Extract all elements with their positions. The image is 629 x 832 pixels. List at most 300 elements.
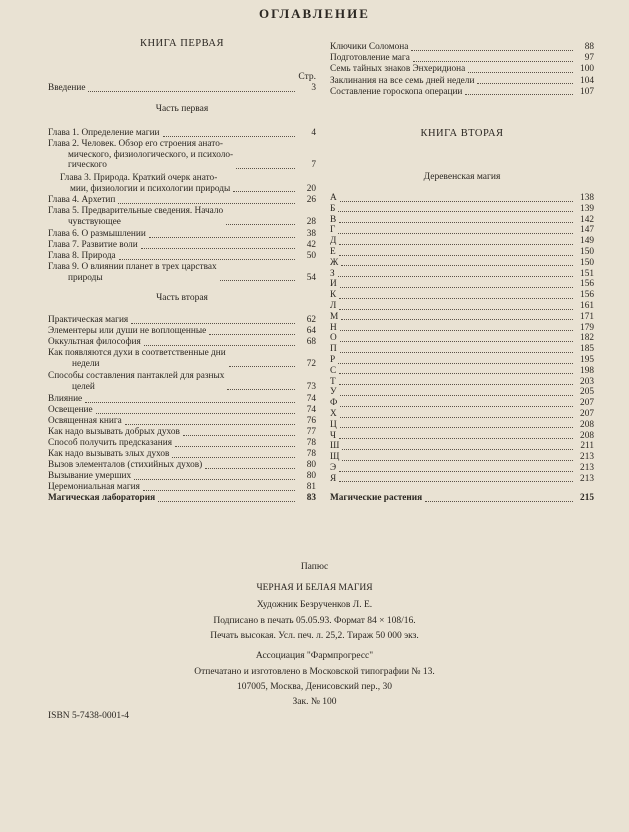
toc-entry-text: В <box>330 214 337 225</box>
toc-entry-label <box>330 204 335 215</box>
toc-entry-label <box>48 139 233 171</box>
toc-entry-text: Семь тайных знаков Энхеридиона <box>330 64 466 75</box>
dot-leader <box>96 413 295 414</box>
toc-entry-line: Как надо вызывать злых духов <box>48 449 170 459</box>
dot-leader <box>227 389 295 390</box>
toc-entry-letter <box>330 463 594 474</box>
toc-entry-line: Как надо вызывать добрых духов <box>48 427 180 437</box>
toc-entry-chapter <box>60 173 316 194</box>
toc-entry-label <box>330 290 336 301</box>
colophon-signed: Подписано в печать 05.05.93. Формат 84 × 108/16. <box>213 616 416 626</box>
toc-entry-text: Подготовление мага <box>330 53 410 64</box>
toc-page-number: 185 <box>580 344 594 355</box>
toc-page-number: 80 <box>306 471 316 481</box>
toc-entry-label <box>330 64 465 75</box>
toc-entry-label <box>330 193 337 204</box>
toc-entry-text: Заклинания на все семь дней недели <box>330 75 475 86</box>
toc-entry-letter <box>330 323 594 334</box>
dot-leader <box>340 417 573 418</box>
toc-entry-line: мии, физиологии и психологии природы <box>70 183 231 194</box>
toc-entry-letter <box>330 377 594 388</box>
toc-entry-label <box>48 315 128 326</box>
toc-entry-text: Введение <box>48 83 86 93</box>
toc-entry-text: Д <box>330 236 337 247</box>
toc-page-number: 38 <box>306 229 316 239</box>
toc-entry-label <box>330 377 336 388</box>
dot-leader <box>411 50 573 51</box>
toc-page-number: 138 <box>580 193 594 203</box>
dot-leader <box>143 490 295 491</box>
toc-entry-line: Оккультная философия <box>48 337 141 347</box>
toc-entry-chapter <box>48 262 316 283</box>
dot-leader <box>340 201 573 202</box>
toc-entry-letter <box>330 420 594 431</box>
toc-entry-line: целей <box>72 381 95 392</box>
dot-leader <box>131 323 295 324</box>
toc-page-number: 76 <box>306 416 316 426</box>
toc-entry-line: Глава 8. Природа <box>48 251 116 261</box>
toc-entry-line: мического, физиологического, и психоло- <box>68 149 234 160</box>
toc-page-number: 203 <box>580 376 594 387</box>
toc-entry-label <box>48 83 85 94</box>
toc-entry-section <box>48 394 316 405</box>
dot-leader <box>125 424 295 425</box>
toc-page-number: 77 <box>306 427 316 437</box>
dot-leader <box>338 233 573 234</box>
toc-entry-label <box>48 482 140 493</box>
toc-entry-text: П <box>330 344 337 355</box>
colophon-printed: Отпечатано и изготовлено в Московской типографии № 13. <box>194 667 435 677</box>
toc-entry-label <box>330 452 339 463</box>
colophon-artist: Художник Безрученков Л. Е. <box>256 600 373 610</box>
toc-page-number: 3 <box>311 83 316 93</box>
dot-leader <box>158 501 295 502</box>
toc-page-number: 100 <box>580 64 594 75</box>
toc-entry-label <box>48 405 93 416</box>
toc-entry-label <box>48 240 138 251</box>
toc-entry-line: Глава 1. Определение магии <box>48 128 160 138</box>
toc-entry-text: Ф <box>330 398 338 409</box>
dot-leader <box>119 259 295 260</box>
toc-entry-text: Ч <box>330 430 337 441</box>
dot-leader <box>205 468 295 469</box>
toc-entry-text: Э <box>330 463 337 473</box>
toc-entry-letter <box>330 215 594 226</box>
toc-entry-line: природы <box>68 272 103 283</box>
toc-entry-label <box>48 326 206 337</box>
toc-entry-section <box>48 438 316 449</box>
toc-page-number: 205 <box>580 387 594 398</box>
toc-entry-chapter <box>48 240 316 251</box>
dot-leader <box>340 395 573 396</box>
toc-entry-text: Магические растения <box>330 493 423 503</box>
toc-entry-text: К <box>330 290 337 301</box>
dot-leader <box>340 287 573 288</box>
toc-entry-line: Вызов элементалов (стихийных духов) <box>48 460 203 470</box>
toc-page-number: 198 <box>580 365 594 376</box>
toc-entry-text: Х <box>330 409 337 419</box>
dot-leader <box>340 352 573 353</box>
toc-entry-label <box>330 215 336 226</box>
dot-leader <box>340 406 573 407</box>
toc-entry-section <box>330 87 594 98</box>
toc-entry-label <box>330 474 336 485</box>
toc-page-number: 156 <box>580 279 594 290</box>
toc-entry-line: Способ получить предсказания <box>48 438 172 448</box>
toc-entry-text: З <box>330 268 335 279</box>
page-column-header: Стр. <box>298 72 316 82</box>
toc-entry-section <box>48 326 316 337</box>
toc-entry-text: Ключики Соломона <box>330 42 409 52</box>
toc-page-number: 182 <box>580 333 594 344</box>
dot-leader <box>339 471 573 472</box>
toc-entry-line: Церемониальная магия <box>48 482 140 492</box>
toc-page-number: 7 <box>311 160 316 170</box>
toc-page-number: 207 <box>580 398 594 409</box>
toc-entry-label <box>48 371 224 392</box>
toc-entry-section <box>48 471 316 482</box>
dot-leader <box>341 265 573 266</box>
toc-entry-letter <box>330 333 594 344</box>
toc-entry-label <box>330 312 338 323</box>
toc-page-number: 26 <box>306 195 316 205</box>
dot-leader <box>220 280 295 281</box>
toc-page-number: 78 <box>306 438 316 448</box>
toc-entry-text: Ш <box>330 441 340 452</box>
dot-leader <box>340 330 573 331</box>
toc-entry-letter <box>330 204 594 215</box>
toc-entry-label <box>330 333 337 344</box>
dot-leader <box>340 427 573 428</box>
toc-page-number: 208 <box>580 430 594 441</box>
toc-entry-text: М <box>330 311 339 322</box>
dot-leader <box>339 438 573 439</box>
toc-entry-label <box>330 53 410 64</box>
toc-entry-letter <box>330 398 594 409</box>
dot-leader <box>339 244 573 245</box>
toc-entry-letter <box>330 247 594 258</box>
toc-entry-chapter <box>48 128 316 139</box>
toc-entry-text: Ж <box>330 257 339 268</box>
toc-page-number: 211 <box>580 441 594 452</box>
toc-entry-line: Освещение <box>48 405 93 415</box>
toc-entry-label <box>330 463 336 474</box>
dot-leader <box>183 435 295 436</box>
toc-entry-label <box>48 493 155 504</box>
toc-entry-label <box>48 337 141 348</box>
dot-leader <box>236 168 295 169</box>
toc-entry-chapter <box>48 206 316 227</box>
toc-entry-label <box>48 416 122 427</box>
toc-entry-line: Глава 9. О влиянии планет в трех царствах <box>48 262 217 272</box>
toc-entry-text: Ц <box>330 419 337 430</box>
toc-page-number: 81 <box>306 482 316 492</box>
toc-entry-chapter <box>48 229 316 240</box>
toc-page-number: 80 <box>306 460 316 470</box>
colophon-print: Печать высокая. Усл. печ. л. 25,2. Тираж 50 000 экз. <box>210 631 419 641</box>
toc-entry-line: Глава 2. Человек. Обзор его строения анато- <box>48 139 223 149</box>
dot-leader <box>233 191 295 192</box>
toc-entry-label <box>48 394 82 405</box>
toc-entry-letter <box>330 258 594 269</box>
toc-entry-label <box>48 449 169 460</box>
toc-page-number: 161 <box>580 301 594 311</box>
toc-entry-label <box>48 229 146 240</box>
toc-entry-section <box>48 405 316 416</box>
toc-entry-chapter <box>48 195 316 206</box>
dot-leader <box>341 319 573 320</box>
colophon-book-title: ЧЕРНАЯ И БЕЛАЯ МАГИЯ <box>256 583 373 593</box>
toc-entry-line: Глава 3. Природа. Краткий очерк анато- <box>60 173 218 183</box>
toc-entry-line: Способы составления пантаклей для разных <box>48 371 225 381</box>
toc-page-number: 179 <box>580 322 594 333</box>
toc-entry-label <box>48 262 217 283</box>
dot-leader <box>340 341 573 342</box>
toc-page-number: 150 <box>580 257 594 268</box>
toc-page-number: 42 <box>306 240 316 250</box>
toc-entry-text: И <box>330 279 337 290</box>
toc-page-number: 147 <box>580 225 594 236</box>
toc-entry-text: У <box>330 387 337 398</box>
toc-page-number: 73 <box>306 381 316 392</box>
toc-entry-section <box>48 337 316 348</box>
toc-entry-label <box>48 195 115 206</box>
dot-leader <box>338 363 573 364</box>
toc-entry-label <box>330 42 408 53</box>
toc-entry-label <box>330 344 337 355</box>
colophon-publisher: Ассоциация "Фармпрогресс" <box>255 651 374 661</box>
toc-entry-line: Практическая магия <box>48 315 129 325</box>
page-title: ОГЛАВЛЕНИЕ <box>259 6 370 21</box>
toc-entry-section <box>48 449 316 460</box>
toc-entry-line: Влияние <box>48 394 83 404</box>
toc-entry-label <box>330 420 337 431</box>
toc-entry-line: Вызывание умерших <box>48 471 132 481</box>
toc-entry-section <box>48 371 316 392</box>
dot-leader <box>339 309 573 310</box>
toc-entry-text: Б <box>330 203 336 214</box>
dot-leader <box>465 94 573 95</box>
toc-entry-label <box>330 493 422 504</box>
toc-page-number: 104 <box>580 75 594 86</box>
toc-entry-section <box>48 482 316 493</box>
toc-entry-chapter <box>48 251 316 262</box>
toc-entry-label <box>330 398 337 409</box>
toc-page-number: 28 <box>306 216 316 227</box>
toc-entry-line: Глава 6. О размышлении <box>48 229 146 239</box>
toc-entry-letter <box>330 355 594 366</box>
toc-entry-section <box>48 493 316 504</box>
toc-entry-label <box>330 76 474 87</box>
toc-entry-letter <box>330 225 594 236</box>
dot-leader <box>172 457 295 458</box>
toc-page-number: 74 <box>306 405 316 415</box>
toc-entry-text: Щ <box>330 452 340 463</box>
dot-leader <box>88 91 295 92</box>
toc-page-number: 54 <box>306 272 316 283</box>
toc-entry-section <box>330 76 594 87</box>
dot-leader <box>226 224 295 225</box>
part-two-title: Часть вторая <box>156 293 208 303</box>
toc-entry-label <box>48 251 116 262</box>
dot-leader <box>339 373 573 374</box>
toc-entry-text: Составление гороскопа операции <box>330 86 463 97</box>
toc-entry-section <box>48 416 316 427</box>
toc-entry-letter <box>330 474 594 485</box>
toc-entry-line: гического <box>68 160 107 170</box>
toc-entry-label <box>330 366 336 377</box>
dot-leader <box>477 83 573 84</box>
toc-page-number: 195 <box>580 355 594 365</box>
dot-leader <box>339 384 573 385</box>
toc-page-number: 97 <box>584 53 594 64</box>
toc-entry-section <box>48 348 316 369</box>
book-one-title: КНИГА ПЕРВАЯ <box>139 38 225 49</box>
toc-page-number: 72 <box>306 358 316 369</box>
toc-entry-section <box>48 315 316 326</box>
toc-entry-text: О <box>330 333 337 344</box>
toc-page-number: 74 <box>306 394 316 404</box>
toc-entry-text: А <box>330 193 337 203</box>
book-two-title: КНИГА ВТОРАЯ <box>420 128 504 139</box>
dot-leader <box>338 276 573 277</box>
dot-leader <box>144 345 295 346</box>
dot-leader <box>118 203 295 204</box>
toc-entry-label <box>330 87 462 98</box>
toc-page-number: 151 <box>580 268 594 279</box>
toc-entry-letter <box>330 409 594 420</box>
toc-entry-label <box>330 301 336 312</box>
toc-entry-letter <box>330 269 594 280</box>
toc-entry-letter <box>330 366 594 377</box>
dot-leader <box>339 222 573 223</box>
dot-leader <box>85 402 295 403</box>
toc-entry-section <box>330 53 594 64</box>
dot-leader <box>209 334 295 335</box>
toc-page-number: 107 <box>580 86 594 97</box>
dot-leader <box>338 211 573 212</box>
toc-entry-label <box>330 225 335 236</box>
toc-page-number: 207 <box>580 409 594 419</box>
dot-leader <box>339 255 573 256</box>
dot-leader <box>413 61 573 62</box>
toc-entry-section <box>330 64 594 75</box>
toc-entry-label <box>48 460 202 471</box>
toc-entry-label <box>60 173 230 194</box>
toc-entry-label <box>48 427 180 438</box>
toc-entry-text: Р <box>330 355 336 365</box>
toc-entry-letter <box>330 452 594 463</box>
toc-page-number: 156 <box>580 290 594 301</box>
toc-page-number: 213 <box>580 473 594 484</box>
toc-page-number: 150 <box>580 247 594 257</box>
toc-entry-letter <box>330 387 594 398</box>
toc-page-number: 68 <box>306 337 316 347</box>
toc-entry-letter <box>330 236 594 247</box>
toc-entry-letter <box>330 441 594 452</box>
toc-entry-text: Л <box>330 301 337 311</box>
toc-entry-label <box>48 438 172 449</box>
toc-entry-label <box>48 128 160 139</box>
toc-page-number: 62 <box>306 315 316 325</box>
toc-entry-line: Магическая лаборатория <box>48 493 156 503</box>
dot-leader <box>339 298 573 299</box>
toc-page-number: 215 <box>580 493 594 503</box>
toc-entry-text: С <box>330 365 337 376</box>
toc-entry-line: Глава 5. Предварительные сведения. Начало <box>48 206 224 216</box>
toc-entry-text: Г <box>330 225 336 236</box>
toc-entry-letter <box>330 301 594 312</box>
toc-entry-label <box>330 387 337 398</box>
dot-leader <box>149 237 295 238</box>
toc-entry-label <box>330 279 337 290</box>
toc-page-number: 64 <box>306 326 316 336</box>
toc-entry-line: Глава 4. Архетип <box>48 195 116 205</box>
dot-leader <box>425 501 573 502</box>
dot-leader <box>468 72 573 73</box>
toc-page-number: 139 <box>580 203 594 214</box>
dot-leader <box>229 366 295 367</box>
toc-entry-letter <box>330 431 594 442</box>
toc-entry-label <box>48 471 131 482</box>
toc-page-number: 20 <box>306 183 316 194</box>
toc-page-number: 50 <box>306 251 316 261</box>
toc-entry-label <box>330 258 338 269</box>
toc-entry-letter <box>330 279 594 290</box>
toc-entry-label <box>330 441 339 452</box>
toc-page-number: 171 <box>580 311 594 322</box>
toc-entry-section <box>330 42 594 53</box>
dot-leader <box>175 446 295 447</box>
dot-leader <box>342 449 573 450</box>
toc-page-number: 208 <box>580 419 594 430</box>
toc-entry-intro <box>48 83 316 94</box>
toc-entry-label <box>48 348 226 369</box>
toc-entry-section <box>330 493 594 504</box>
toc-entry-chapter <box>48 139 316 171</box>
village-magic-title: Деревенская магия <box>423 172 501 182</box>
toc-page-number: 213 <box>580 452 594 463</box>
dot-leader <box>134 479 295 480</box>
toc-entry-label <box>330 269 335 280</box>
toc-page-number: 78 <box>306 449 316 459</box>
toc-entry-text: Т <box>330 376 336 387</box>
toc-entry-label <box>330 323 337 334</box>
dot-leader <box>141 248 295 249</box>
dot-leader <box>163 136 295 137</box>
toc-entry-line: чувствующее <box>68 216 121 227</box>
dot-leader <box>339 481 573 482</box>
dot-leader <box>342 460 573 461</box>
toc-entry-label <box>330 355 335 366</box>
colophon-isbn: ISBN 5-7438-0001-4 <box>48 711 130 721</box>
colophon-address: 107005, Москва, Денисовский пер., 30 <box>236 682 393 692</box>
toc-page-number: 83 <box>306 493 316 503</box>
toc-entry-line: Глава 7. Развитие воли <box>48 240 138 250</box>
part-one-title: Часть первая <box>155 104 209 114</box>
toc-entry-label <box>330 409 337 420</box>
toc-entry-line: Элементеры или души не воплощенные <box>48 326 207 336</box>
toc-entry-text: Н <box>330 322 337 333</box>
toc-entry-section <box>48 427 316 438</box>
toc-page-number: 142 <box>580 214 594 225</box>
toc-entry-text: Я <box>330 473 337 484</box>
toc-entry-letter <box>330 193 594 204</box>
toc-entry-letter <box>330 344 594 355</box>
toc-entry-label <box>330 431 336 442</box>
toc-page-number: 213 <box>580 463 594 473</box>
toc-page-number: 4 <box>311 128 316 138</box>
